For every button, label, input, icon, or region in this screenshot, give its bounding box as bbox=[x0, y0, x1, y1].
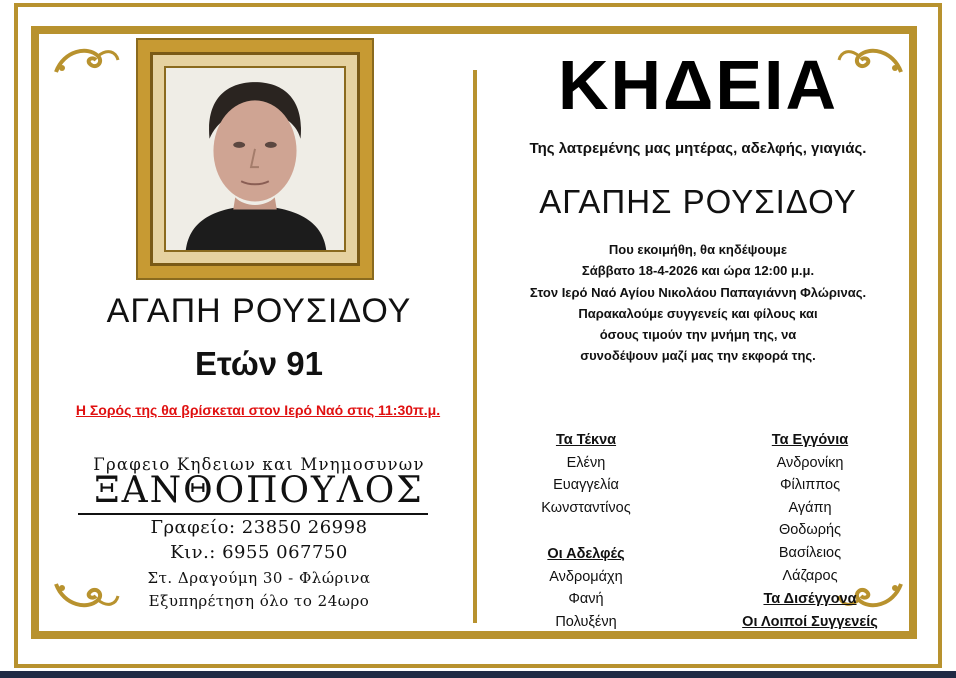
other-relatives-heading: Οι Λοιποί Συγγενείς bbox=[742, 614, 878, 630]
notice-paragraph-line: συνοδέψουν μαζί μας την εκφορά της. bbox=[580, 348, 816, 363]
office-service-hours: Εξυπηρέτηση όλο το 24ωρο bbox=[148, 592, 370, 610]
funeral-office-name: ΞΑΝΘΟΠΟΥΛΟΣ bbox=[94, 470, 424, 511]
office-address: Στ. Δραγούμη 30 - Φλώρινα bbox=[147, 569, 371, 587]
viewing-notice: Η Σορός της θα βρίσκεται στον Ιερό Ναό στις 11:30π.μ. bbox=[75, 402, 441, 418]
deceased-name: ΑΓΑΠΗ ΡΟΥΣΙΔΟΥ bbox=[106, 292, 412, 330]
grandchild-name: Βασίλειος bbox=[778, 545, 842, 561]
sibling-name: Ανδρομάχη bbox=[549, 569, 623, 585]
portrait-frame bbox=[138, 40, 372, 278]
grandchildren-heading: Τα Εγγόνια bbox=[771, 432, 849, 448]
deceased-name-genitive: ΑΓΑΠΗΣ ΡΟΥΣΙΔΟΥ bbox=[539, 183, 857, 220]
child-name: Ευαγγελία bbox=[553, 477, 619, 493]
notice-paragraph-line: Παρακαλούμε συγγενείς και φίλους και bbox=[578, 306, 818, 321]
siblings-heading: Οι Αδελφές bbox=[547, 546, 625, 562]
funeral-office-title: Γραφειο Κηδειων και Μνημοσυνων bbox=[93, 455, 425, 474]
office-name-underline bbox=[78, 513, 428, 515]
notice-subtitle: Της λατρεμένης μας μητέρας, αδελφής, γιαγιάς. bbox=[529, 140, 867, 157]
office-phone: Γραφείο: 23850 26998 bbox=[150, 517, 368, 538]
notice-heading: ΚΗΔΕΙΑ bbox=[557, 46, 839, 124]
notice-paragraph-line: Σάββατο 18-4-2026 και ώρα 12:00 μ.μ. bbox=[581, 263, 815, 278]
notice-paragraph-line: Στον Ιερό Ναό Αγίου Νικολάου Παπαγιάννη Φλώρινας. bbox=[529, 285, 867, 300]
deceased-age: Ετών 91 bbox=[195, 345, 323, 382]
notice-paragraph-line: Που εκοιμήθη, θα κηδέψουμε bbox=[608, 242, 788, 257]
portrait-photo bbox=[164, 66, 346, 252]
grandchild-name: Αγάπη bbox=[788, 500, 832, 516]
bottom-bar bbox=[0, 671, 956, 678]
great-grandchildren-heading: Τα Δισέγγονα bbox=[763, 591, 857, 607]
sibling-name: Φανή bbox=[568, 591, 604, 607]
grandchild-name: Θοδωρής bbox=[778, 522, 842, 538]
gold-flourish-icon bbox=[52, 42, 122, 78]
children-heading: Τα Τέκνα bbox=[555, 432, 617, 448]
notice-paragraph-line: όσους τιμούν την μνήμη της, να bbox=[599, 327, 797, 342]
grandchild-name: Φίλιππος bbox=[779, 477, 841, 493]
office-mobile: Κιν.: 6955 067750 bbox=[170, 542, 348, 563]
grandchild-name: Ανδρονίκη bbox=[776, 455, 844, 471]
child-name: Ελένη bbox=[566, 455, 606, 471]
grandchild-name: Λάζαρος bbox=[782, 568, 838, 584]
child-name: Κωνσταντίνος bbox=[541, 500, 631, 516]
sibling-name: Πολυξένη bbox=[555, 614, 617, 630]
